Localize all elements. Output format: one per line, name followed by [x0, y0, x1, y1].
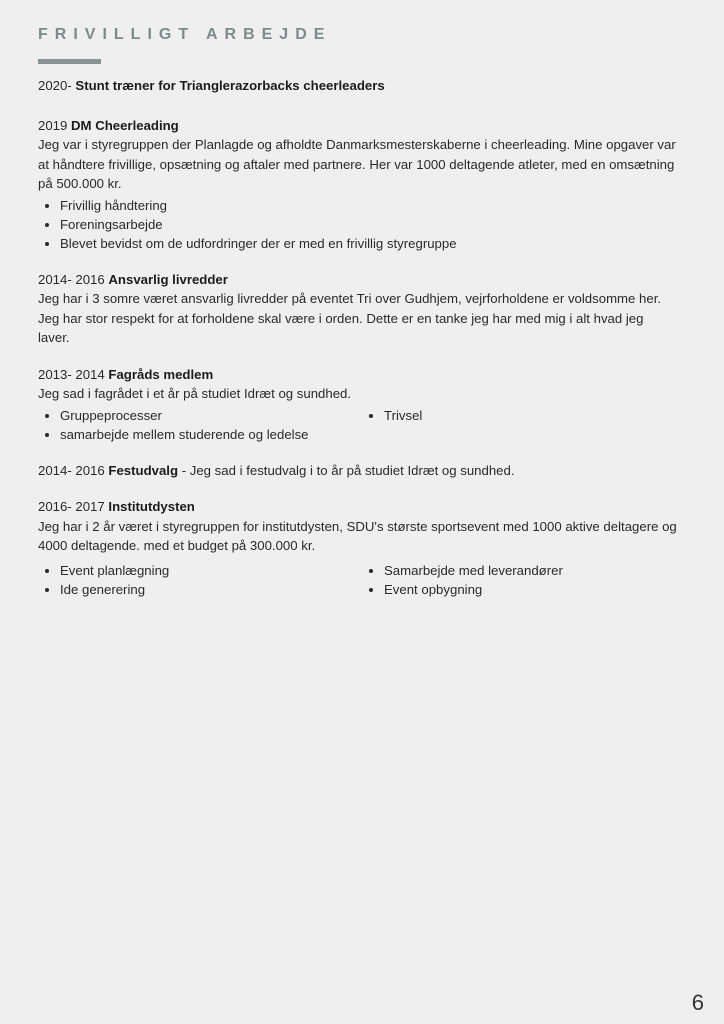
bullet-list-right — [362, 406, 678, 425]
entry-description: Jeg har i 3 somre været ansvarlig livredder på eventet Tri over Gudhjem, vejrforholdene er voldsomme her. Jeg har stor respekt for at forholdene skal være i orden. Dette er en tanke jeg har med mig i alt hvad jeg laver. — [38, 291, 662, 345]
entry-period: 2016- 2017 — [38, 499, 105, 514]
bullet-columns — [38, 406, 678, 444]
list-item: • Samarbejde med leverandører — [384, 561, 678, 580]
list-item: • samarbejde mellem studerende og ledelse — [60, 425, 362, 444]
entry-institutdysten — [38, 497, 678, 599]
entry-stunt-trainer — [38, 76, 678, 96]
entry-heading — [38, 461, 678, 481]
list-item: • Gruppeprocesser — [60, 406, 362, 425]
entry-role: DM Cheerleading — [71, 117, 179, 133]
entry-dm-cheerleading — [38, 116, 678, 253]
entry-fagraad — [38, 365, 678, 444]
entry-role: Institutdysten — [108, 499, 195, 514]
entry-period: 2014- 2016 — [38, 271, 105, 287]
entry-role: Ansvarlig livredder — [108, 271, 228, 287]
entry-period: 2013- 2014 — [38, 366, 105, 382]
list-item: • Event opbygning — [384, 580, 678, 599]
list-item: • Trivsel — [384, 406, 678, 425]
bullet-columns — [38, 561, 678, 599]
section-title: FRIVILLIGT ARBEJDE — [38, 26, 332, 43]
entry-period: 2014- 2016 — [38, 462, 105, 478]
bullet-list-left — [38, 561, 362, 599]
list-item: • Foreningsarbejde — [60, 215, 678, 234]
entry-period: 2020- — [38, 78, 72, 93]
title-underline — [38, 59, 101, 64]
entry-livredder — [38, 270, 678, 348]
entry-festudvalg — [38, 461, 678, 481]
entry-description: Jeg var i styregruppen der Planlagde og afholdte Danmarksmesterskaberne i cheerleading. Mine opgaver var at håndtere frivillige, opsætning og aftaler med partnere. Her var 1000 deltagende atleter, med en omsætning på 500.000 kr. — [38, 137, 676, 191]
entry-description: Jeg har i 2 år været i styregruppen for institutdysten, SDU's største sportsevent med 1000 aktive deltagere og 4000 deltagende. med et budget på 300.000 kr. — [38, 518, 677, 553]
entry-heading — [38, 270, 678, 290]
entry-heading — [38, 76, 678, 96]
page-number: 6 — [691, 990, 704, 1015]
entry-inline-text: - Jeg sad i festudvalg i to år på studiet Idræt og sundhed. — [178, 462, 515, 478]
entry-role: Fagråds medlem — [108, 366, 214, 382]
list-item: • Blevet bevidst om de udfordringer der er med en frivillig styregruppe — [60, 234, 678, 253]
bullet-list-right — [362, 561, 678, 599]
page — [38, 24, 678, 616]
entry-heading — [38, 116, 678, 136]
list-item: • Event planlægning — [60, 561, 362, 580]
bullet-list-left — [38, 406, 362, 444]
entry-role: Festudvalg — [108, 462, 179, 478]
list-item: • Frivillig håndtering — [60, 196, 678, 215]
entry-heading — [38, 365, 678, 385]
list-item: • Ide generering — [60, 580, 362, 599]
entry-description: Jeg sad i fagrådet i et år på studiet Idræt og sundhed. — [38, 386, 352, 401]
entry-heading — [38, 497, 678, 517]
entry-period: 2019 — [38, 117, 68, 133]
entry-role: Stunt træner for Trianglerazorbacks cheerleaders — [75, 78, 385, 93]
bullet-list — [38, 196, 678, 253]
